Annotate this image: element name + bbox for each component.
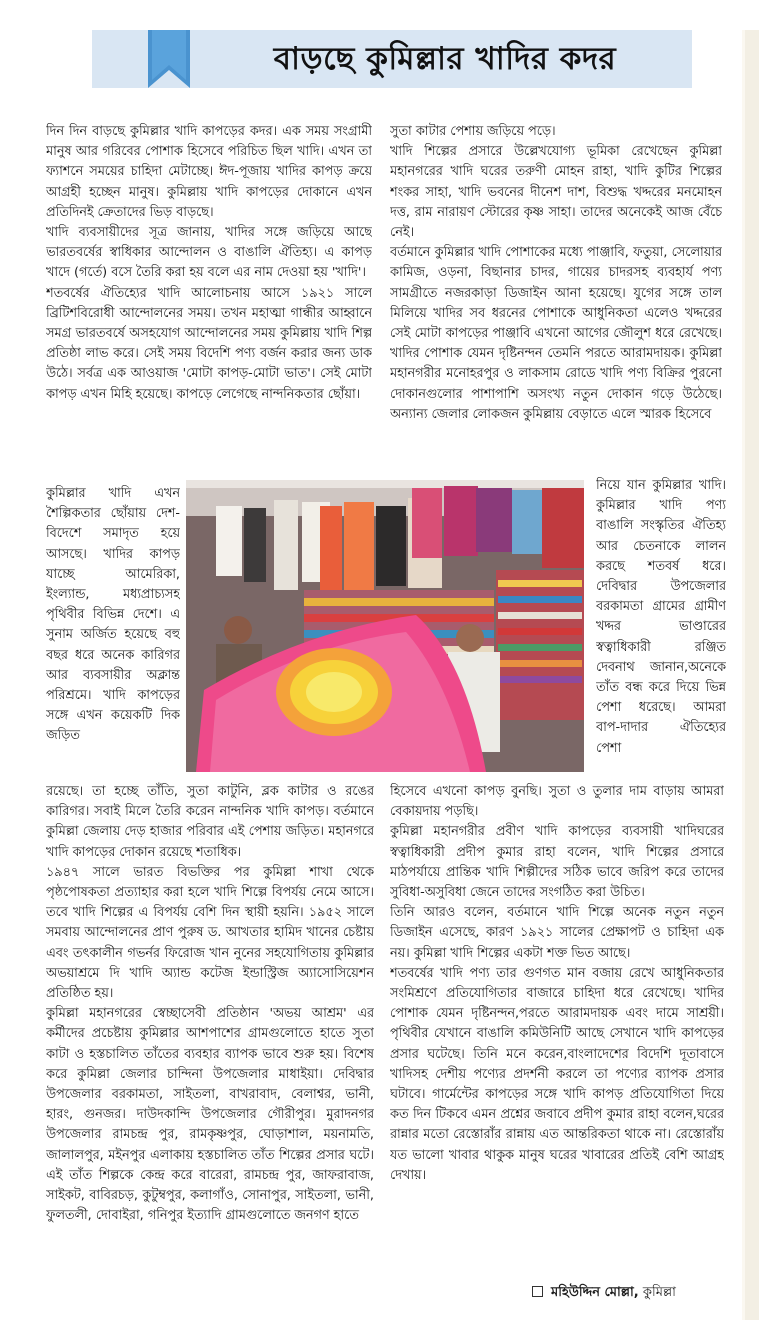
article-column-right-top <box>390 122 722 480</box>
article-paragraph: খাদি শিল্পের প্রসারে উল্লেখযোগ্য ভূমিকা রেখেছেন কুমিল্লা মহানগরের খাদি ঘরের তরুণী মোহন রাহা, খাদি কুটির শিল্পের শংকর সাহা, খাদি ভবনের দীনেশ দাশ, বিশুদ্ধ খদ্দরের মনমোহন দত্ত, রাম নারায়ণ স্টোরের কৃষ্ণ সাহা। তাদের অনেকেই আজ বেঁচে নেই। <box>390 144 722 241</box>
article-paragraph: শতবর্ষের ঐতিহ্যের খাদি আলোচনায় আসে ১৯২১ সালে ব্রিটিশবিরোধী আন্দোলনের সময়। তখন মহাত্মা গান্ধীর আহ্বানে সমগ্র ভারতবর্ষে অসহযোগ আন্দোলনের সময় কুমিল্লায় খাদি শিল্প প্রতিষ্ঠা লাভ করে। সেই সময় বিদেশি পণ্য বর্জন করার জন্য ডাক উঠে। সর্বত্র এক আওয়াজ 'মোটা কাপড়-মোটা ভাত'। সেই মোটা কাপড় এখন মিহি হয়েছে। কাপড়ে লেগেছে নান্দনিকতার ছোঁয়া। <box>46 285 372 402</box>
article-paragraph: দিন দিন বাড়ছে কুমিল্লার খাদি কাপড়ের কদর। এক সময় সংগ্রামী মানুষ আর গরিবের পোশাক হিসেবে পরিচিত ছিল খাদি। এখন তা ফ্যাশনে সময়ের চাহিদা মেটাচ্ছে। ঈদ-পূজায় খাদির কাপড় ক্রয়ে আগ্রহী হচ্ছেন মানুষ। কুমিল্লায় খাদি কাপড়ের দোকানে এখন প্রতিদিনই ক্রেতাদের ভিড় বাড়ছে। <box>46 124 372 220</box>
article-paragraph: কুমিল্লা মহানগরের স্বেচ্ছাসেবী প্রতিষ্ঠান 'অভয় আশ্রম' এর কর্মীদের প্রচেষ্টায় কুমিল্লার আশপাশের গ্রামগুলোতে হাতে সুতা কাটা ও হস্তচালিত তাঁতের ব্যবহার ব্যাপক ভাবে শুরু হয়। বিশেষ করে কুমিল্লা জেলার চান্দিনা উপজেলার মাধাইয়া। দেবিদ্বার উপজেলার বরকামতা, সাইতলা, বাখরাবাদ, বেলাশ্বর, ভানী, হারং, গুনজর। দাউদকান্দি উপজেলার গৌরীপুর। মুরাদনগর উপজেলার রামচন্দ্র পুর, রামকৃষ্ণপুর, ঘোড়াশাল, ময়নামতি, জালালপুর, মইনপুর এলাকায় হস্তচালিত তাঁত শিল্পের প্রসার ঘটে। এই তাঁত শিল্পকে কেন্দ্র করে বারেরা, রামচন্দ্র পুর, জাফরাবাজ, সাইকট, বাবিরচড়, কুটুম্বপুর, কলাগাঁও, সোনাপুর, সাইতলা, ভানী, ফুলতলী, দোবাইরা, গনিপুর ইত্যাদি গ্রামগুলোতে জনগণ হাতে <box>46 1006 374 1224</box>
article-paragraph: কুমিল্লার খাদি এখন শৈল্পিকতার ছোঁয়ায় দেশ-বিদেশে সমাদৃত হয়ে আসছে। খাদির কাপড় যাচ্ছে আমেরিকা, ইংল্যান্ড, মধ্যপ্রাচ্যসহ পৃথিবীর বিভিন্ন দেশে। এ সুনাম অর্জিত হয়েছে বহু বছর ধরে অনেক কারিগর আর ব্যবসায়ীর অক্লান্ত পরিশ্রমে। খাদি কাপড়ের সঙ্গে এখন কয়েকটি দিক জড়িত <box>46 486 180 744</box>
article-column-left-bottom <box>46 782 374 1302</box>
khadi-shop-photo <box>186 480 584 772</box>
article-column-right-narrow <box>596 476 726 776</box>
article-paragraph: হিসেবে এখনো কাপড় বুনছি। সুতা ও তুলার দাম বাড়ায় আমরা বেকায়দায় পড়ছি। <box>390 784 724 820</box>
byline-place: কুমিল্লা <box>638 1285 676 1300</box>
bookmark-ribbon-icon <box>148 30 190 88</box>
page-title: বাড়ছে কুমিল্লার খাদির কদর <box>273 41 617 77</box>
page-edge-highlight <box>742 30 745 1320</box>
article-paragraph: শতবর্ষের খাদি পণ্য তার গুণগত মান বজায় রেখে আধুনিকতার সংমিশ্রণে প্রতিযোগিতার বাজারে চাহিদা ধরে রেখেছে। খাদির পোশাক যেমন দৃষ্টিনন্দন,পরতে আরামদায়ক এবং দামে সাশ্রয়ী। পৃথিবীর যেখানে বাঙালি কমিউনিটি আছে সেখানে খাদি কাপড়ের প্রসার ঘটেছে। তিনি মনে করেন,বাংলাদেশের বিদেশি দূতাবাসে খাদিসহ দেশীয় পণ্যের প্রদর্শনী করলে তা পণ্যের ব্যাপক প্রসার ঘটাবে। গার্মেন্টের কাপড়ের সঙ্গে খাদি কাপড় প্রতিযোগিতা দিয়ে কত দিন টিকবে এমন প্রশ্নের জবাবে প্রদীপ কুমার রাহা বলেন,ঘরের রান্নার মতো রেস্তোরাঁর রান্নায় এত আন্তরিকতা থাকে না। রেস্তোরাঁয় যত ভালো খাবার থাকুক মানুষ ঘরের খাবারের প্রতিই বেশি আগ্রহ দেখায়। <box>390 965 724 1183</box>
article-paragraph: তিনি আরও বলেন, বর্তমানে খাদি শিল্পে অনেক নতুন নতুন ডিজাইন এসেছে, কারণ ১৯২১ সালের প্রেক্ষাপট ও চাহিদা এক নয়। কুমিল্লা খাদি শিল্পের একটা শক্ত ভিত আছে। <box>390 905 724 961</box>
article-paragraph: রয়েছে। তা হচ্ছে তাঁতি, সুতা কাটুনি, ব্লক কাটার ও রঙের কারিগর। সবাই মিলে তৈরি করেন নান্দনিক খাদি কাপড়। বর্তমানে কুমিল্লা জেলায় দেড় হাজার পরিবার এই পেশায় জড়িত। মহানগরে খাদি কাপড়ের দোকান রয়েছে শতাধিক। <box>46 784 374 860</box>
article-paragraph: খাদি ব্যবসায়ীদের সূত্র জানায়, খাদির সঙ্গে জড়িয়ে আছে ভারতবর্ষের স্বাধিকার আন্দোলন ও বাঙালি ঐতিহ্য। এ কাপড় খাদে (গর্তে) বসে তৈরি করা হয় বলে এর নাম দেওয়া হয় 'খাদি'। <box>46 225 372 281</box>
article-paragraph: সুতা কাটার পেশায় জড়িয়ে পড়ে। <box>390 124 556 139</box>
article-paragraph: কুমিল্লা মহানগরীর প্রবীণ খাদি কাপড়ের ব্যবসায়ী খাদিঘরের স্বত্বাধিকারী প্রদীপ কুমার রাহা বলেন, খাদি শিল্পের প্রসারে মাঠপর্যায়ে প্রান্তিক খাদি শিল্পীদের সঠিক ভাবে জরিপ করে তাদের সুবিধা-অসুবিধা জেনে তাদের সংগঠিত করা উচিত। <box>390 824 724 901</box>
byline-author: মহিউদ্দিন মোল্লা, <box>551 1285 639 1300</box>
article-column-right-bottom <box>390 782 724 1282</box>
khadi-shop-illustration <box>186 480 584 772</box>
byline <box>532 1282 732 1304</box>
article-column-left-narrow <box>46 484 180 784</box>
byline-square-icon <box>532 1286 543 1297</box>
article-column-left-top <box>46 122 372 480</box>
article-paragraph: বর্তমানে কুমিল্লার খাদি পোশাকের মধ্যে পাঞ্জাবি, ফতুয়া, সেলোয়ার কামিজ, ওড়না, বিছানার চাদর, গায়ের চাদরসহ ব্যবহার্য পণ্য সামগ্রীতে নজরকাড়া ডিজাইন আনা হয়েছে। যুগের সঙ্গে তাল মিলিয়ে খাদির সব ধরনের পোশাকে আধুনিকতা এলেও খদ্দরের সেই মোটা কাপড়ের পাঞ্জাবি এখনো আগের জৌলুশ ধরে রেখেছে। খাদির পোশাক যেমন দৃষ্টিনন্দন তেমনি পরতে আরামদায়ক। কুমিল্লা মহানগরীর মনোহরপুর ও লাকসাম রোডে খাদি পণ্য বিক্রির পুরনো দোকানগুলোর পাশাপাশি অসংখ্য নতুন দোকান গড়ে উঠেছে। অন্যান্য জেলার লোকজন কুমিল্লায় বেড়াতে এলে স্মারক হিসেবে <box>390 245 722 422</box>
article-paragraph: নিয়ে যান কুমিল্লার খাদি। কুমিল্লার খাদি পণ্য বাঙালি সংস্কৃতির ঐতিহ্য আর চেতনাকে লালন করছে শতবর্ষ ধরে। দেবিদ্বার উপজেলার বরকামতা গ্রামের গ্রামীণ খদ্দর ভাণ্ডারের স্বত্বাধিকারী রঞ্জিত দেবনাথ জানান,অনেকে তাঁত বন্ধ করে দিয়ে ভিন্ন পেশা ধরেছে। আমরা বাপ-দাদার ঐতিহ্যের পেশা <box>596 478 726 756</box>
article-paragraph: ১৯৪৭ সালে ভারত বিভক্তির পর কুমিল্লা শাখা থেকে পৃষ্ঠপোষকতা প্রত্যাহার করা হলে খাদি শিল্পে বিপর্যয় নেমে আসে। তবে খাদি শিল্পের এ বিপর্যয় বেশি দিন স্থায়ী হয়নি। ১৯৫২ সালে সমবায় আন্দোলনের প্রাণ পুরুষ ড. আখতার হামিদ খানের চেষ্টায় এবং তৎকালীন গভর্নর ফিরোজ খান নুনের সহযোগিতায় কুমিল্লার অভয়াশ্রমে দি খাদি অ্যান্ড কটেজ ইন্ডাস্ট্রিজ অ্যাসোসিয়েশন প্রতিষ্ঠিত হয়। <box>46 864 374 1002</box>
page-edge-strip <box>745 30 759 1320</box>
